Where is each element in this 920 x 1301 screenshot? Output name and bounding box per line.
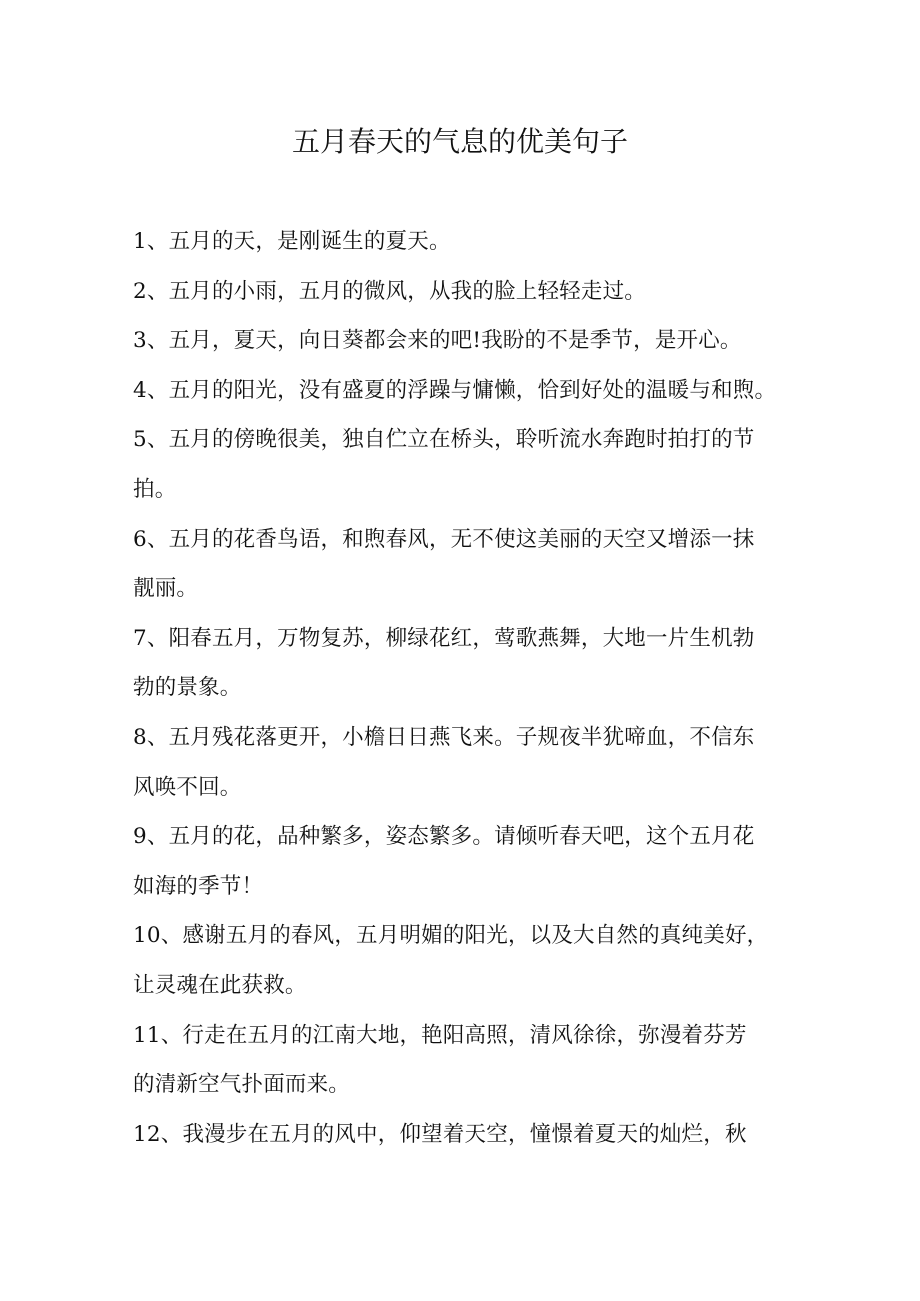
text-line: 风唤不回。 [133, 774, 242, 800]
text-line: 4、五月的阳光，没有盛夏的浮躁与慵懒，恰到好处的温暖与和煦。 [133, 377, 777, 403]
text-line: 8、五月残花落更开，小檐日日燕飞来。子规夜半犹啼血，不信东 [133, 724, 755, 750]
text-line: 靓丽。 [133, 576, 199, 602]
text-line: 1、五月的天，是刚诞生的夏天。 [133, 229, 451, 254]
text-line: 2、五月的小雨，五月的微风，从我的脸上轻轻走过。 [133, 278, 646, 304]
text-line: 的清新空气扑面而来。 [133, 1072, 351, 1098]
text-line: 让灵魂在此获救。 [133, 972, 307, 998]
text-line: 10、感谢五月的春风，五月明媚的阳光，以及大自然的真纯美好， [133, 923, 769, 949]
document-title: 五月春天的气息的优美句子 [291, 125, 628, 158]
text-line: 12、我漫步在五月的风中，仰望着天空，憧憬着夏天的灿烂，秋 [133, 1121, 747, 1147]
text-line: 3、五月，夏天，向日葵都会来的吧!我盼的不是季节，是开心。 [133, 328, 742, 354]
text-line: 9、五月的花，品种繁多，姿态繁多。请倾听春天吧，这个五月花 [133, 824, 755, 850]
text-line: 5、五月的傍晚很美，独自伫立在桥头，聆听流水奔跑时拍打的节 [133, 427, 755, 453]
text-line: 拍。 [133, 476, 177, 502]
text-line: 6、五月的花香鸟语，和煦春风，无不使这美丽的天空又增添一抹 [133, 526, 755, 552]
text-line: 如海的季节！ [133, 873, 264, 899]
text-line: 7、阳春五月，万物复苏，柳绿花红，莺歌燕舞，大地一片生机勃 [133, 625, 755, 651]
text-line: 勃的景象。 [133, 675, 242, 701]
document-body [133, 224, 793, 1166]
text-line: 11、行走在五月的江南大地，艳阳高照，清风徐徐，弥漫着芬芳 [133, 1022, 747, 1048]
